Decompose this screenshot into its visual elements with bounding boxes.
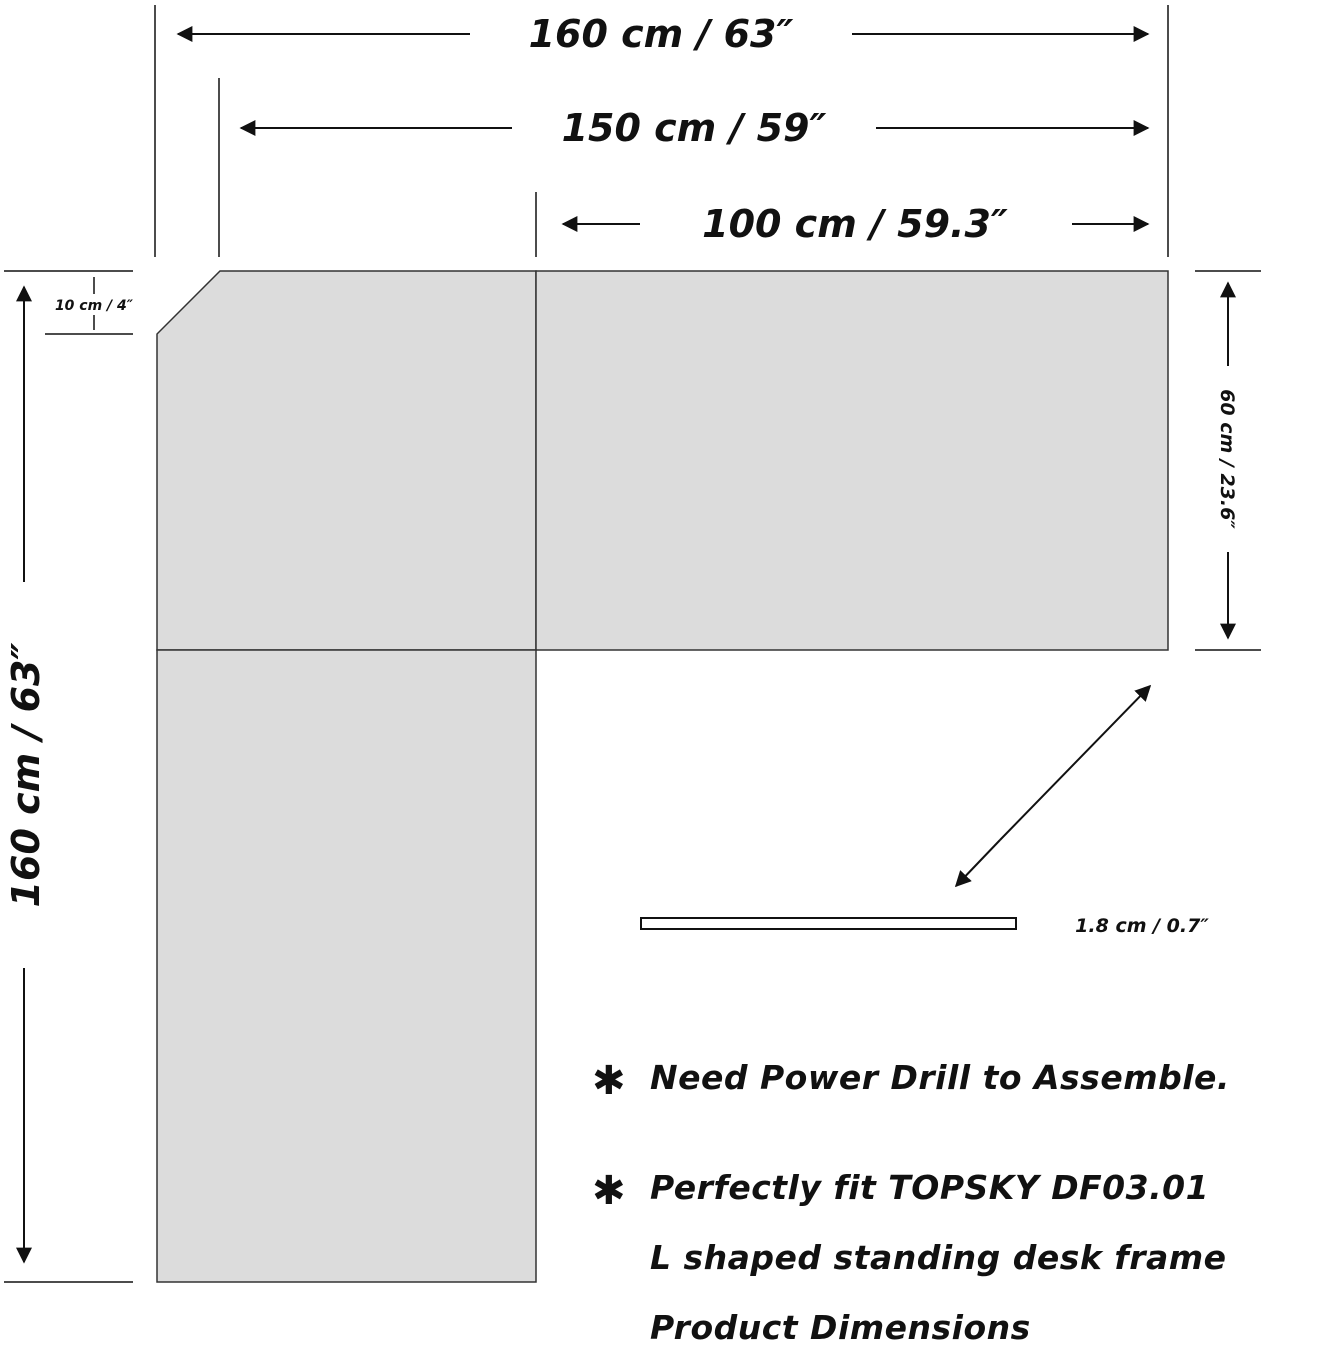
label-corner-cut: 10 cm / 4″ — [54, 298, 134, 314]
bullet-star-icon: ✱ — [592, 1168, 626, 1214]
note-product-dimensions: Product Dimensions — [650, 1308, 1031, 1347]
label-main-width: 150 cm / 59″ — [561, 106, 827, 150]
arrow-thickness-diagonal — [1000, 686, 1150, 840]
leg-panel-bottom — [157, 650, 536, 1282]
label-return-width: 100 cm / 59.3″ — [702, 202, 1008, 246]
note-power-drill: Need Power Drill to Assemble. — [650, 1058, 1230, 1097]
return-panel-right — [536, 271, 1168, 650]
corner-panel — [157, 271, 536, 650]
thickness-profile — [641, 918, 1016, 929]
arrow-thickness-diagonal-tail — [956, 840, 1000, 886]
label-thickness: 1.8 cm / 0.7″ — [1075, 915, 1209, 937]
label-return-depth: 60 cm / 23.6″ — [1216, 389, 1238, 529]
label-overall-depth: 160 cm / 63″ — [4, 642, 48, 908]
note-frame-type: L shaped standing desk frame — [650, 1238, 1227, 1277]
note-compatible-frame: Perfectly fit TOPSKY DF03.01 — [650, 1168, 1210, 1207]
desk-panels — [157, 271, 1168, 1282]
label-overall-width: 160 cm / 63″ — [528, 12, 794, 56]
bullet-star-icon: ✱ — [592, 1058, 626, 1104]
